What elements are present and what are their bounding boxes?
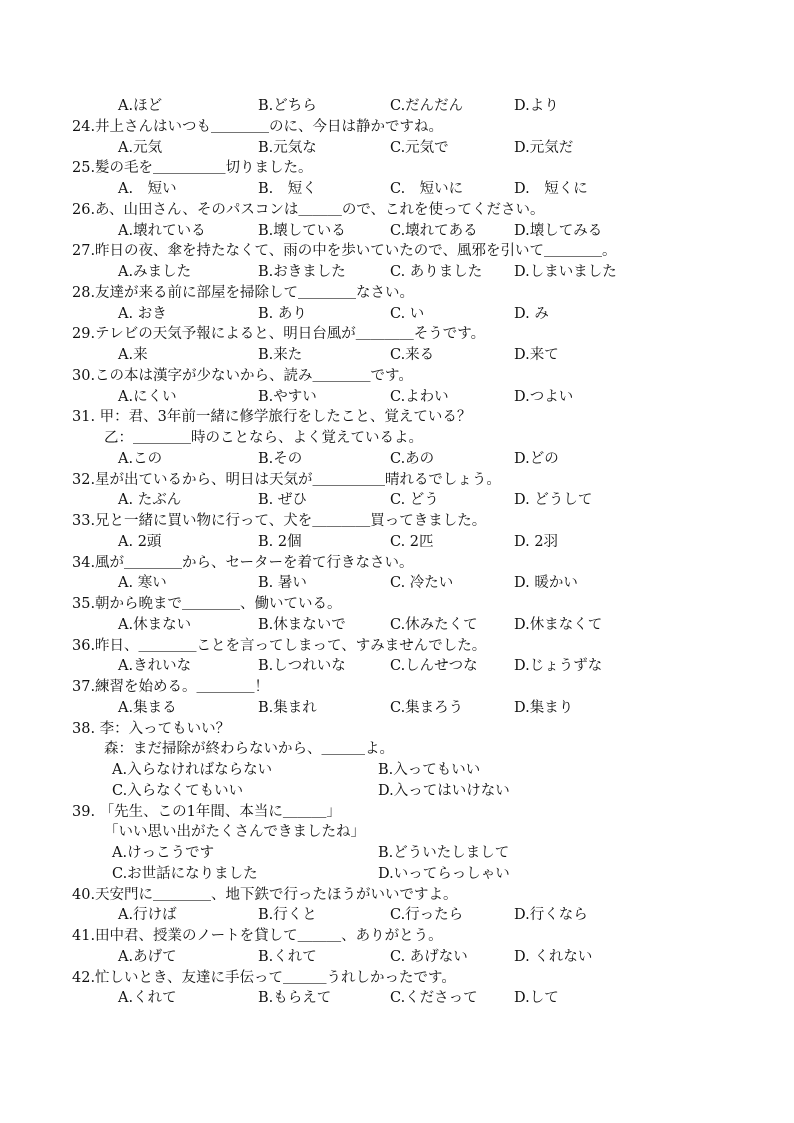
answer-options <box>0 138 794 158</box>
answer-option: B.くれて <box>258 948 317 965</box>
answer-option: C. どう <box>390 492 439 509</box>
answer-options <box>0 573 794 593</box>
answer-option: B.行くと <box>258 907 317 924</box>
answer-option: A.元気 <box>118 139 163 156</box>
answer-option: A. 短い <box>118 181 177 197</box>
answer-options <box>0 781 794 801</box>
question-text: 39. 「先生、この1年間、本当に＿＿＿」 <box>72 803 341 820</box>
answer-option: A. 寒い <box>118 575 167 592</box>
answer-option: D. み <box>514 305 549 322</box>
answer-options <box>0 449 794 469</box>
answer-option: D. どうして <box>514 492 593 509</box>
answer-options <box>0 96 794 116</box>
question-text: 26.あ、山田さん、そのパスコンは＿＿＿ので、これを使ってください。 <box>72 201 545 218</box>
answer-option: A.行けば <box>118 907 177 924</box>
answer-option: B.入ってもいい <box>378 762 481 778</box>
answer-option: C. い <box>390 305 425 322</box>
answer-option: A.きれいな <box>118 658 192 675</box>
answer-option: A.みました <box>118 264 192 280</box>
answer-options <box>0 843 794 863</box>
answer-option: C.よわい <box>390 388 449 405</box>
answer-option: D. 短くに <box>514 181 588 197</box>
question-text: 28.友達が来る前に部屋を掃除して＿＿＿＿なさい。 <box>72 284 415 301</box>
answer-option: B.やすい <box>258 388 317 405</box>
answer-option: C.しんせつな <box>390 658 478 675</box>
answer-option: A.ほど <box>118 98 163 114</box>
question-text: 36.昨日、＿＿＿＿ことを言ってしまって、すみませんでした。 <box>72 637 487 654</box>
answer-option: A.この <box>118 450 163 467</box>
question-subline: 森：まだ掃除が終わらないから、＿＿＿よ。 <box>104 741 394 758</box>
answer-option: C.だんだん <box>390 98 464 114</box>
answer-option: A. たぶん <box>118 492 182 509</box>
answer-option: D.して <box>514 990 559 1007</box>
answer-option: D.しまいました <box>514 264 617 280</box>
answer-option: B. あり <box>258 305 307 322</box>
answer-options <box>0 532 794 552</box>
question-text: 24.井上さんはいつも＿＿＿＿のに、今日は静かですね。 <box>72 118 444 135</box>
answer-option: A.休まない <box>118 616 192 633</box>
answer-option: B.その <box>258 450 303 467</box>
answer-option: D. 暖かい <box>514 575 578 592</box>
answer-option: A.にくい <box>118 388 177 405</box>
question-subline: 乙：＿＿＿＿時のことなら、よく覚えているよ。 <box>104 430 423 446</box>
answer-options <box>0 221 794 241</box>
answer-options <box>0 947 794 967</box>
answer-options <box>0 615 794 635</box>
question-text: 27.昨日の夜、傘を持たなくて、雨の中を歩いていたので、風邪を引いて＿＿＿＿。 <box>72 243 617 260</box>
answer-option: D. くれない <box>514 948 593 965</box>
answer-option: A.来 <box>118 347 148 363</box>
answer-option: A. おき <box>118 305 167 322</box>
answer-option: B.集まれ <box>258 699 317 716</box>
question-text: 40.天安門に＿＿＿＿、地下鉄で行ったほうがいいですよ。 <box>72 886 458 903</box>
answer-option: B.元気な <box>258 139 317 156</box>
answer-option: C. ありました <box>390 264 483 280</box>
answer-option: D.壊してみる <box>514 222 603 239</box>
answer-option: B. 暑い <box>258 575 307 592</box>
answer-option: D.いってらっしゃい <box>378 865 510 882</box>
question-text: 41.田中君、授業のノートを貸して＿＿＿、ありがとう。 <box>72 928 443 944</box>
answer-options <box>0 387 794 407</box>
answer-option: D.行くなら <box>514 907 588 924</box>
answer-option: B.壊している <box>258 222 346 239</box>
answer-option: B.来た <box>258 347 303 363</box>
question-text: 35.朝から晩まで＿＿＿＿、働いている。 <box>72 596 342 612</box>
answer-option: C. あげない <box>390 948 468 965</box>
answer-option: D. 2羽 <box>514 533 559 550</box>
answer-option: B.しつれいな <box>258 658 346 675</box>
answer-option: C.くださって <box>390 990 478 1007</box>
answer-option: C.入らなくてもいい <box>112 782 244 799</box>
answer-option: A.集まる <box>118 699 177 716</box>
answer-option: B.どちら <box>258 98 317 114</box>
answer-option: C.元気で <box>390 139 449 156</box>
answer-options <box>0 698 794 718</box>
answer-options <box>0 905 794 925</box>
answer-options <box>0 179 794 199</box>
answer-option: B.おきました <box>258 264 346 280</box>
answer-option: C.お世話になりました <box>112 865 258 882</box>
answer-option: C.来る <box>390 347 435 363</box>
answer-options <box>0 490 794 510</box>
answer-option: D.元気だ <box>514 139 574 156</box>
answer-options <box>0 656 794 676</box>
answer-option: A.あげて <box>118 948 177 965</box>
answer-option: A. 2頭 <box>118 533 162 550</box>
answer-option: C.行ったら <box>390 907 464 924</box>
question-text: 33.兄と一緒に買い物に行って、犬を＿＿＿＿買ってきました。 <box>72 513 487 529</box>
answer-options <box>0 345 794 365</box>
answer-option: B.どういたしまして <box>378 845 510 861</box>
answer-options <box>0 304 794 324</box>
answer-option: C. 短いに <box>390 181 464 197</box>
question-text: 37.練習を始める。＿＿＿＿！ <box>72 679 270 695</box>
answer-option: C.あの <box>390 450 435 467</box>
question-text: 29.テレビの天気予報によると、明日台風が＿＿＿＿そうです。 <box>72 326 486 343</box>
question-text: 25.髪の毛を＿＿＿＿＿切りました。 <box>72 160 313 177</box>
answer-option: B. 短く <box>258 181 317 197</box>
answer-option: B. ぜひ <box>258 492 307 509</box>
answer-option: C.休みたくて <box>390 616 478 633</box>
answer-option: A.くれて <box>118 990 177 1007</box>
answer-option: D.じょうずな <box>514 658 603 675</box>
answer-option: D.入ってはいけない <box>378 782 510 799</box>
answer-option: B.休まないで <box>258 616 346 633</box>
answer-option: D.より <box>514 98 559 114</box>
answer-option: C. 冷たい <box>390 575 454 592</box>
answer-option: D.つよい <box>514 388 574 405</box>
question-text: 32.星が出ているから、明日は天気が＿＿＿＿＿晴れるでしょう。 <box>72 471 501 488</box>
answer-option: C. 2匹 <box>390 533 434 550</box>
answer-option: A.入らなければならない <box>112 762 273 778</box>
answer-option: A.けっこうです <box>112 845 215 861</box>
answer-option: B.もらえて <box>258 990 332 1007</box>
question-text: 34.風が＿＿＿＿から、セーターを着て行きなさい。 <box>72 554 414 571</box>
question-text: 30.この本は漢字が少ないから、読み＿＿＿＿です。 <box>72 367 413 384</box>
answer-option: C.集まろう <box>390 699 464 716</box>
answer-options <box>0 262 794 282</box>
answer-options <box>0 864 794 884</box>
answer-option: C.壊れてある <box>390 222 478 239</box>
question-subline: 「いい思い出がたくさんできましたね」 <box>104 824 365 841</box>
answer-option: B. 2個 <box>258 533 302 550</box>
question-text: 42.忙しいとき、友達に手伝って＿＿＿うれしかったです。 <box>72 969 456 986</box>
question-text: 31. 甲：君、3年前一緒に修学旅行をしたこと、覚えている？ <box>72 409 472 426</box>
answer-option: A.壊れている <box>118 222 206 239</box>
answer-options <box>0 760 794 780</box>
answer-option: D.どの <box>514 450 559 467</box>
question-text: 38. 李：入ってもいい？ <box>72 720 231 737</box>
answer-option: D.集まり <box>514 699 574 716</box>
answer-option: D.来て <box>514 347 559 363</box>
answer-options <box>0 988 794 1008</box>
answer-option: D.休まなくて <box>514 616 603 633</box>
